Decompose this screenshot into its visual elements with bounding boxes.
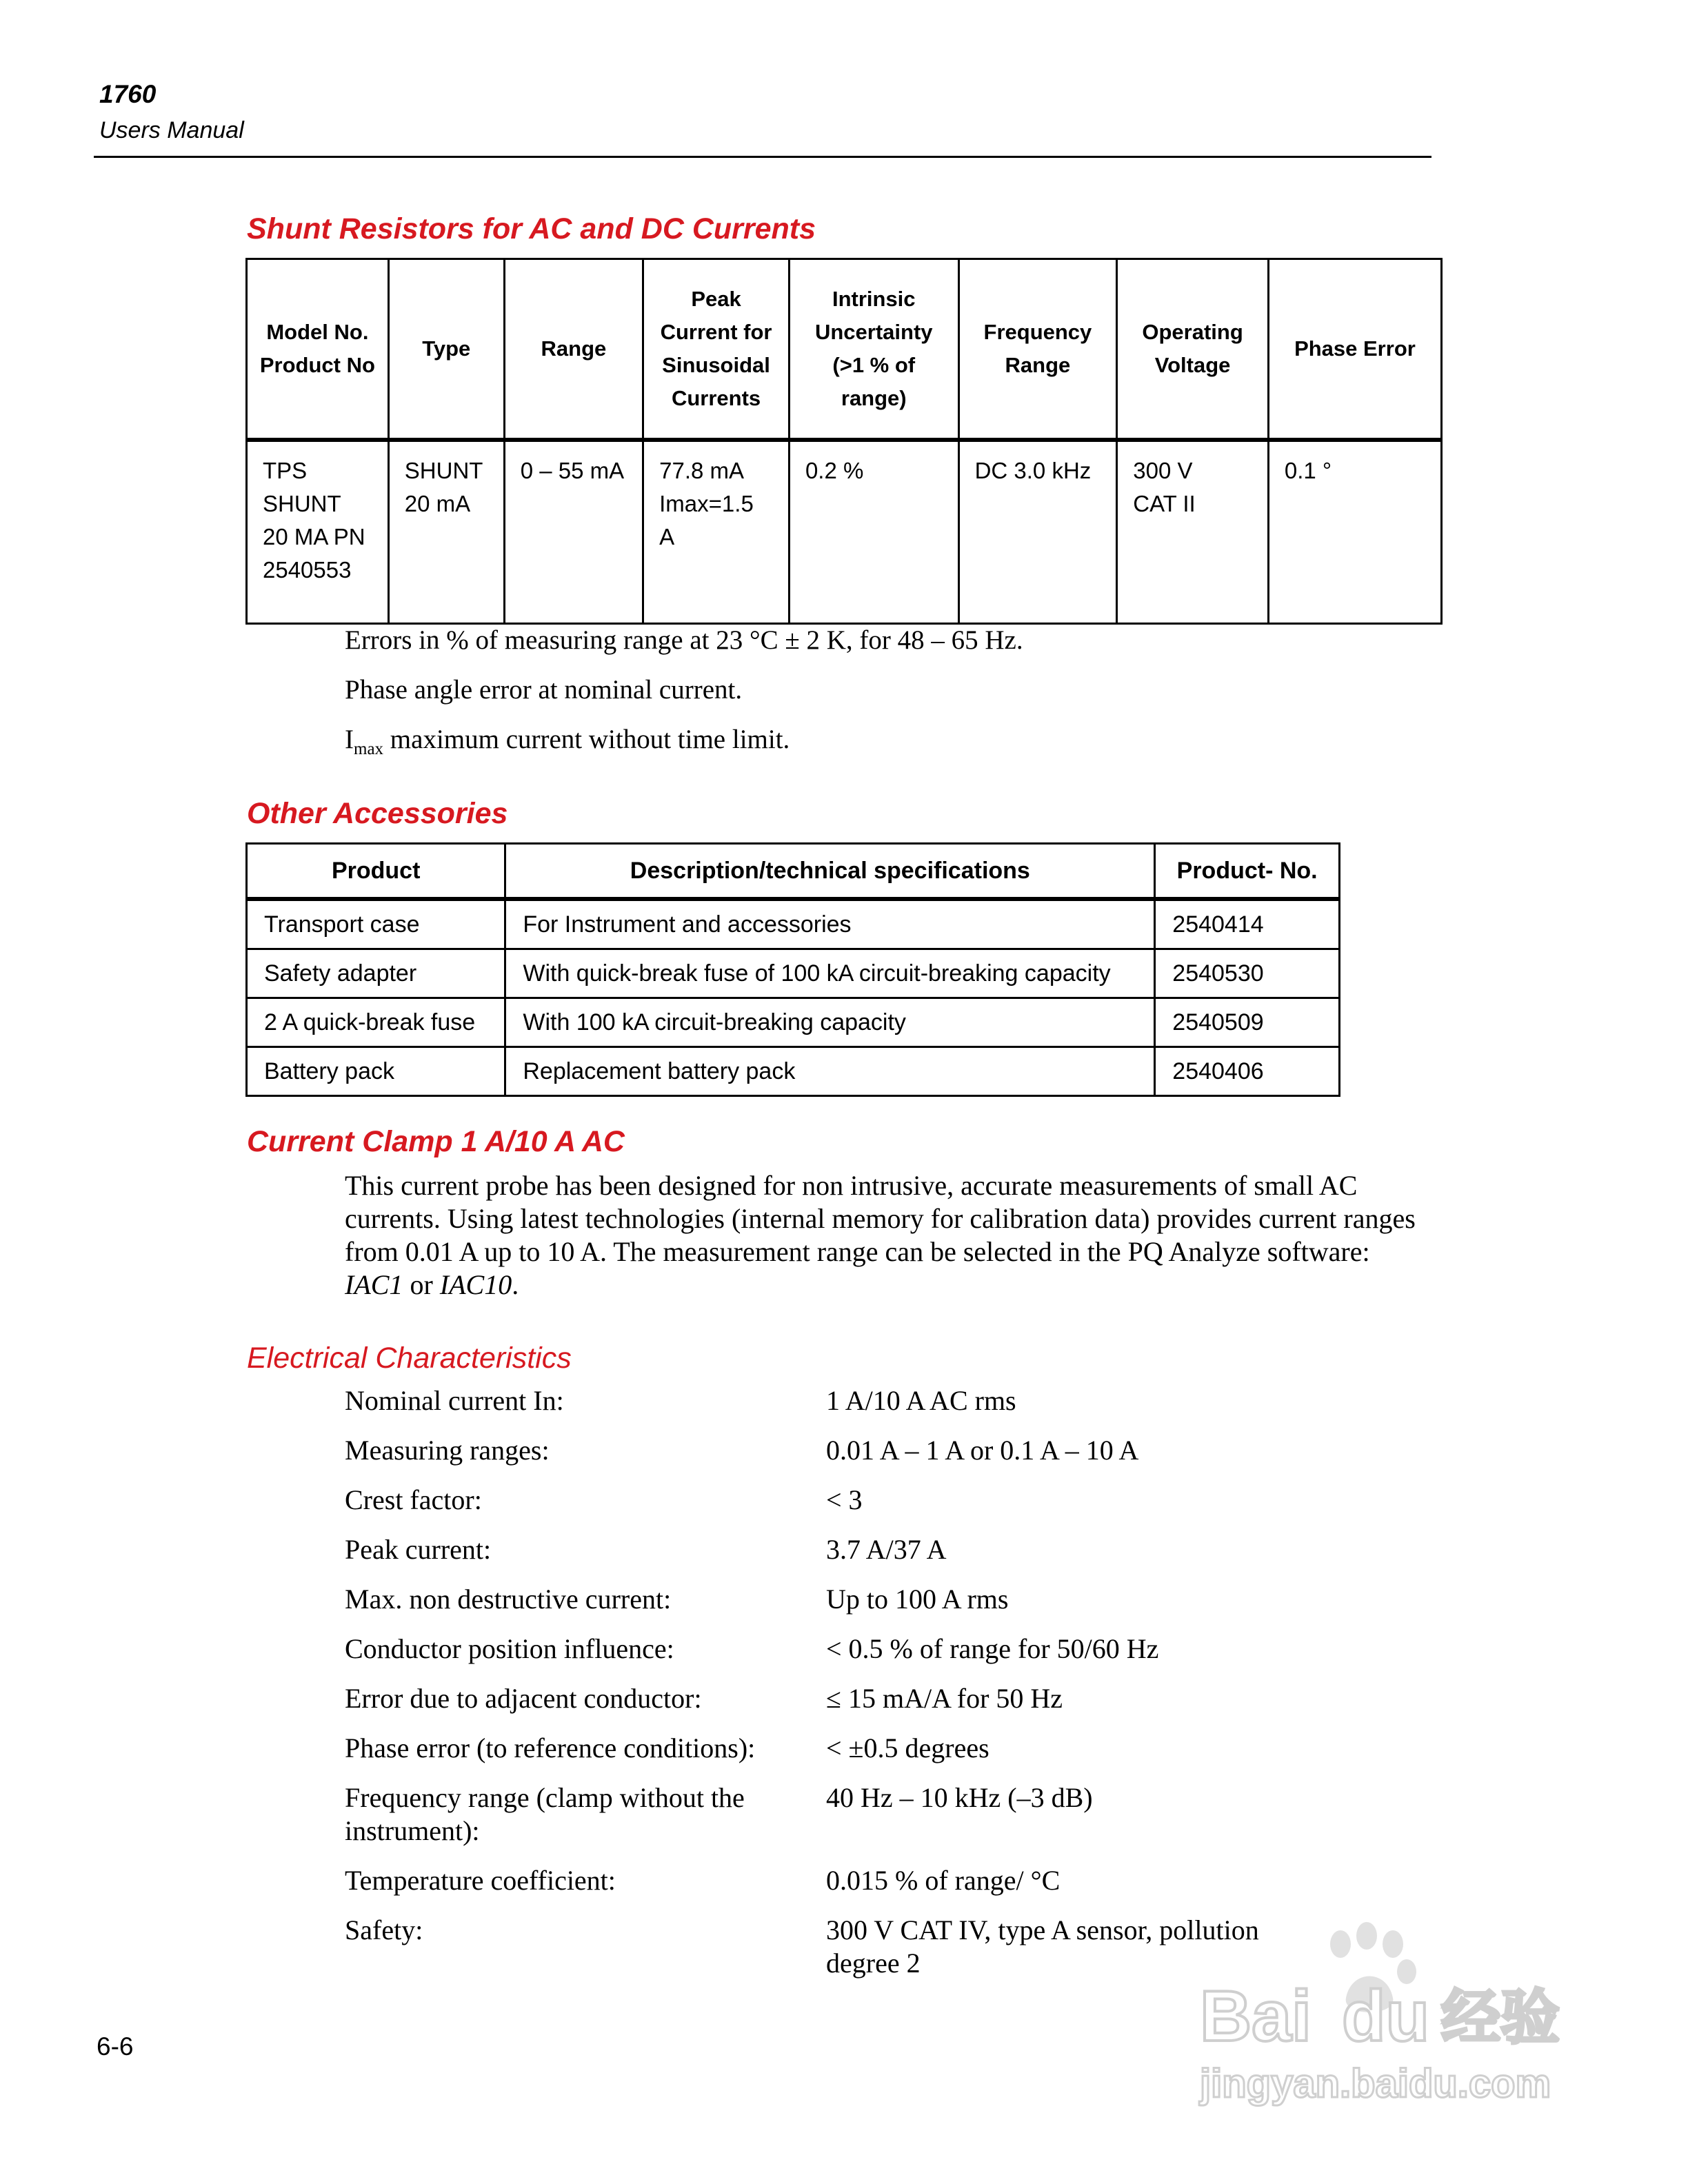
spec-value: 1 A/10 A AC rms: [826, 1385, 1016, 1416]
note-errors: Errors in % of measuring range at 23 °C ± 2 K, for 48 – 65 Hz.: [345, 625, 1023, 655]
cell-product: Battery pack: [247, 1047, 505, 1096]
col-header-product-no: Product- No.: [1155, 844, 1340, 900]
col-header-description: Description/technical specifications: [505, 844, 1155, 900]
spec-value: 40 Hz – 10 kHz (–3 dB): [826, 1782, 1093, 1813]
table-row: [247, 440, 1442, 624]
clamp-description-text: This current probe has been designed for non intrusive, accurate measurements of small AC currents. Using latest technologies (internal memory for calibration data) provides current ranges from 0.01 A up to 10 A. The measurement range can be selected in the PQ Analyze software:: [345, 1170, 1416, 1267]
voltage-value: 300 V: [1133, 458, 1193, 483]
col-header-uncertainty: Intrinsic Uncertainty (>1 % of range): [789, 259, 958, 441]
spec-value: Up to 100 A rms: [826, 1584, 1009, 1615]
spec-value: < ±0.5 degrees: [826, 1732, 989, 1763]
spec-label: Measuring ranges:: [345, 1435, 550, 1466]
spec-label: Nominal current In:: [345, 1385, 564, 1416]
baidu-watermark: [1186, 1903, 1572, 2110]
category-value: CAT II: [1133, 491, 1196, 516]
imax-note-text: maximum current without time limit.: [383, 725, 790, 754]
accessories-section-title: Other Accessories: [247, 797, 508, 830]
shunt-table-header-row: [247, 259, 1442, 441]
cell-description: With quick-break fuse of 100 kA circuit-breaking capacity: [505, 949, 1155, 998]
col-header-voltage: Operating Voltage: [1117, 259, 1269, 441]
col-header-type: Type: [388, 259, 504, 441]
imax-symbol: I: [345, 725, 354, 754]
clamp-description-or: or: [403, 1269, 440, 1300]
table-row: [247, 998, 1340, 1047]
electrical-section-title: Electrical Characteristics: [247, 1342, 572, 1375]
spec-label: Error due to adjacent conductor:: [345, 1683, 702, 1714]
cell-phase-error: 0.1 °: [1268, 440, 1441, 624]
shunt-table: [245, 258, 1443, 625]
cell-description: Replacement battery pack: [505, 1047, 1155, 1096]
col-header-model: Model No. Product No: [247, 259, 389, 441]
spec-label: Frequency range (clamp without the instrument):: [345, 1782, 745, 1846]
shunt-section-title: Shunt Resistors for AC and DC Currents: [247, 212, 816, 245]
cell-product-no: 2540509: [1155, 998, 1340, 1047]
cell-description: With 100 kA circuit-breaking capacity: [505, 998, 1155, 1047]
table-row: [247, 899, 1340, 949]
peak-current-value: 77.8 mA: [659, 458, 745, 483]
col-header-product: Product: [247, 844, 505, 900]
cell-product: Transport case: [247, 899, 505, 949]
spec-label: Peak current:: [345, 1534, 492, 1565]
cell-type: SHUNT 20 mA: [388, 440, 504, 624]
cell-frequency: DC 3.0 kHz: [958, 440, 1117, 624]
cell-description: For Instrument and accessories: [505, 899, 1155, 949]
spec-label: Crest factor:: [345, 1484, 482, 1515]
watermark-brand-bai: Bai: [1200, 1976, 1312, 2056]
cell-model: TPS SHUNT 20 MA PN 2540553: [247, 440, 389, 624]
spec-value: 0.015 % of range/ °C: [826, 1865, 1061, 1896]
accessories-header-row: [247, 844, 1340, 900]
spec-value: ≤ 15 mA/A for 50 Hz: [826, 1683, 1063, 1714]
cell-product: Safety adapter: [247, 949, 505, 998]
col-header-peak-current: Peak Current for Sinusoidal Currents: [643, 259, 790, 441]
cell-product-no: 2540414: [1155, 899, 1340, 949]
spec-value: < 0.5 % of range for 50/60 Hz: [826, 1633, 1159, 1664]
software-term-iac10: IAC10: [439, 1269, 512, 1300]
watermark-url: jingyan.baidu.com: [1200, 2061, 1551, 2106]
accessories-table: [245, 842, 1340, 1097]
header-divider: [94, 156, 1431, 158]
cell-product: 2 A quick-break fuse: [247, 998, 505, 1047]
cell-uncertainty: 0.2 %: [789, 440, 958, 624]
software-term-iac1: IAC1: [345, 1269, 403, 1300]
spec-value: 3.7 A/37 A: [826, 1534, 947, 1565]
manual-subtitle: Users Manual: [99, 117, 244, 143]
watermark-brand-du: du: [1342, 1976, 1430, 2056]
imax-value: Imax=1.5 A: [659, 491, 754, 549]
spec-label: Temperature coefficient:: [345, 1865, 616, 1896]
cell-voltage: [1117, 440, 1269, 624]
clamp-description-end: .: [512, 1269, 519, 1300]
cell-product-no: 2540530: [1155, 949, 1340, 998]
manual-model-number: 1760: [99, 80, 157, 108]
spec-label: Conductor position influence:: [345, 1633, 674, 1664]
spec-label: Safety:: [345, 1914, 423, 1945]
spec-value: < 3: [826, 1484, 863, 1515]
spec-label: Phase error (to reference conditions):: [345, 1732, 756, 1763]
col-header-phase-error: Phase Error: [1268, 259, 1441, 441]
cell-product-no: 2540406: [1155, 1047, 1340, 1096]
watermark-brand-cn: 经验: [1441, 1983, 1560, 2052]
clamp-section-title: Current Clamp 1 A/10 A AC: [247, 1125, 625, 1158]
cell-range: 0 – 55 mA: [504, 440, 643, 624]
table-row: [247, 1047, 1340, 1096]
page-number: 6-6: [97, 2032, 134, 2061]
note-phase: Phase angle error at nominal current.: [345, 675, 743, 705]
cell-peak-current: [643, 440, 790, 624]
table-row: [247, 949, 1340, 998]
col-header-frequency: Frequency Range: [958, 259, 1117, 441]
spec-value: 300 V CAT IV, type A sensor, pollution degree 2: [826, 1914, 1259, 1979]
col-header-range: Range: [504, 259, 643, 441]
note-imax: [345, 724, 790, 759]
spec-value: 0.01 A – 1 A or 0.1 A – 10 A: [826, 1435, 1139, 1466]
imax-subscript: max: [354, 739, 384, 758]
spec-label: Max. non destructive current:: [345, 1584, 672, 1615]
clamp-description: [345, 1169, 1434, 1302]
